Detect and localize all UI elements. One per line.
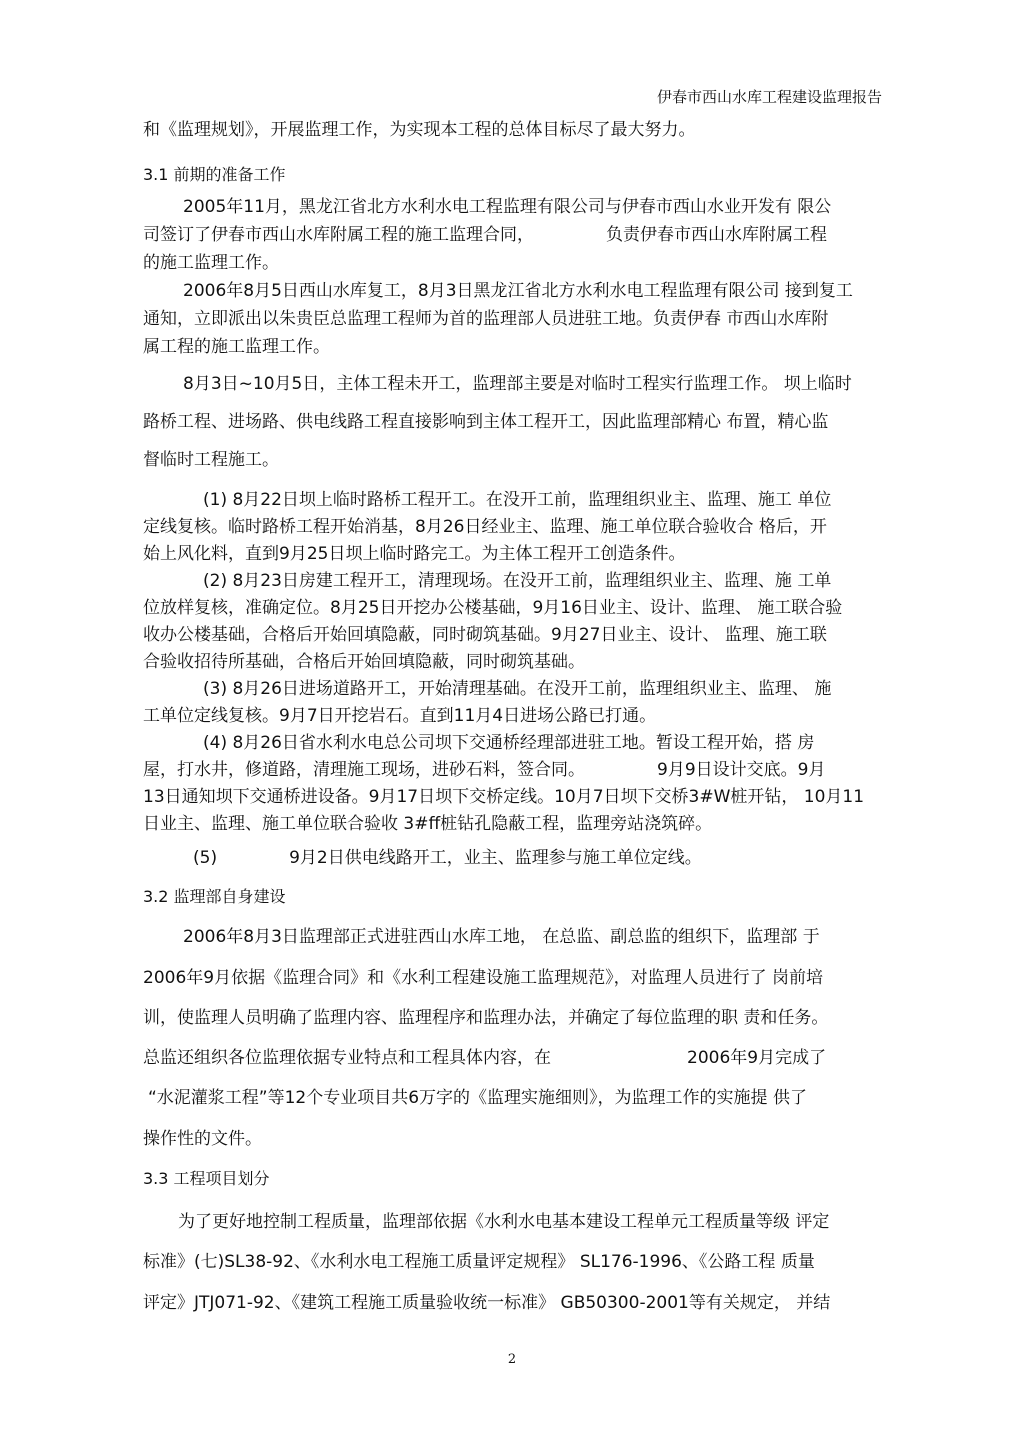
- text-line: 日业主、监理、施工单位联合验收 3#ff桩钻孔隐蔽工程，监理旁站浇筑碎。: [143, 814, 713, 834]
- section-heading: 3.3 工程项目划分: [143, 1169, 270, 1188]
- section-heading: 3.1 前期的准备工作: [143, 165, 286, 184]
- text-line: 评定》JTJ071-92、《建筑工程施工质量验收统一标准》 GB50300-2001等有关规定， 并结: [143, 1293, 831, 1313]
- text-line: 属工程的施工监理工作。: [143, 337, 330, 357]
- section-heading: 3.2 监理部自身建设: [143, 887, 286, 906]
- text-line: 司签订了伊春市西山水库附属工程的施工监理合同， 负责伊春市西山水库附属工程: [143, 225, 827, 245]
- text-line: 定线复核。临时路桥工程开始消基，8月26日经业主、监理、施工单位联合验收合 格后，开: [143, 517, 827, 537]
- text-line: 的施工监理工作。: [143, 253, 279, 273]
- text-line: 为了更好地控制工程质量，监理部依据《水利水电基本建设工程单元工程质量等级 评定: [178, 1212, 830, 1232]
- text-line: 标准》(七)SL38-92、《水利水电工程施工质量评定规程》 SL176-1996、《公路工程 质量: [143, 1252, 815, 1272]
- text-line: 2005年11月，黑龙江省北方水利水电工程监理有限公司与伊春市西山水业开发有 限公: [183, 197, 832, 217]
- text-line: 屋，打水井，修道路，清理施工现场，进砂石料，签合同。 9月9日设计交底。9月: [143, 760, 826, 780]
- list-item: (5) 9月2日供电线路开工，业主、监理参与施工单位定线。: [193, 848, 702, 868]
- text-line: 通知，立即派出以朱贵臣总监理工程师为首的监理部人员进驻工地。负责伊春 市西山水库附: [143, 309, 829, 329]
- list-item: (2) 8月23日房建工程开工，清理现场。在没开工前，监理组织业主、监理、施 工单: [203, 571, 832, 591]
- text-line: 收办公楼基础，合格后开始回填隐蔽，同时砌筑基础。9月27日业主、设计、 监理、施工联: [143, 625, 827, 645]
- list-item: (4) 8月26日省水利水电总公司坝下交通桥经理部进驻工地。暂设工程开始，搭 房: [203, 733, 815, 753]
- list-item: (3) 8月26日进场道路开工，开始清理基础。在没开工前，监理组织业主、监理、 施: [203, 679, 832, 699]
- text-line: 总监还组织各位监理依据专业特点和工程具体内容，在 2006年9月完成了: [143, 1048, 827, 1068]
- text-line: 路桥工程、进场路、供电线路工程直接影响到主体工程开工，因此监理部精心 布置，精心监: [143, 412, 829, 432]
- text-line: 13日通知坝下交通桥进设备。9月17日坝下交桥定线。10月7日坝下交桥3#W桩开钻， 10月11: [143, 787, 865, 807]
- text-line: “水泥灌浆工程”等12个专业项目共6万字的《监理实施细则》，为监理工作的实施提 供了: [148, 1088, 807, 1108]
- text-line: 合验收招待所基础，合格后开始回填隐蔽，同时砌筑基础。: [143, 652, 585, 672]
- text-line: 和《监理规划》，开展监理工作，为实现本工程的总体目标尽了最大努力。: [143, 120, 696, 140]
- text-line: 训，使监理人员明确了监理内容、监理程序和监理办法，并确定了每位监理的职 责和任务。: [143, 1008, 829, 1028]
- text-line: 8月3日~10月5日，主体工程未开工，监理部主要是对临时工程实行监理工作。 坝上临时: [183, 374, 852, 394]
- text-line: 工单位定线复核。9月7日开挖岩石。直到11月4日进场公路已打通。: [143, 706, 657, 726]
- page-number: 2: [507, 1352, 517, 1367]
- list-item: (1) 8月22日坝上临时路桥工程开工。在没开工前，监理组织业主、监理、施工 单位: [203, 490, 832, 510]
- text-line: 始上风化料，直到9月25日坝上临时路完工。为主体工程开工创造条件。: [143, 544, 686, 564]
- text-line: 位放样复核，准确定位。8月25日开挖办公楼基础，9月16日业主、设计、监理、 施工联合验: [143, 598, 843, 618]
- running-header: 伊春市西山水库工程建设监理报告: [656, 88, 882, 106]
- text-line: 2006年8月3日监理部正式进驻西山水库工地， 在总监、副总监的组织下，监理部 于: [183, 927, 820, 947]
- text-line: 2006年8月5日西山水库复工，8月3日黑龙江省北方水利水电工程监理有限公司 接到复工: [183, 281, 853, 301]
- text-line: 操作性的文件。: [143, 1129, 262, 1149]
- text-line: 2006年9月依据《监理合同》和《水利工程建设施工监理规范》，对监理人员进行了 岗前培: [143, 968, 823, 988]
- text-line: 督临时工程施工。: [143, 450, 279, 470]
